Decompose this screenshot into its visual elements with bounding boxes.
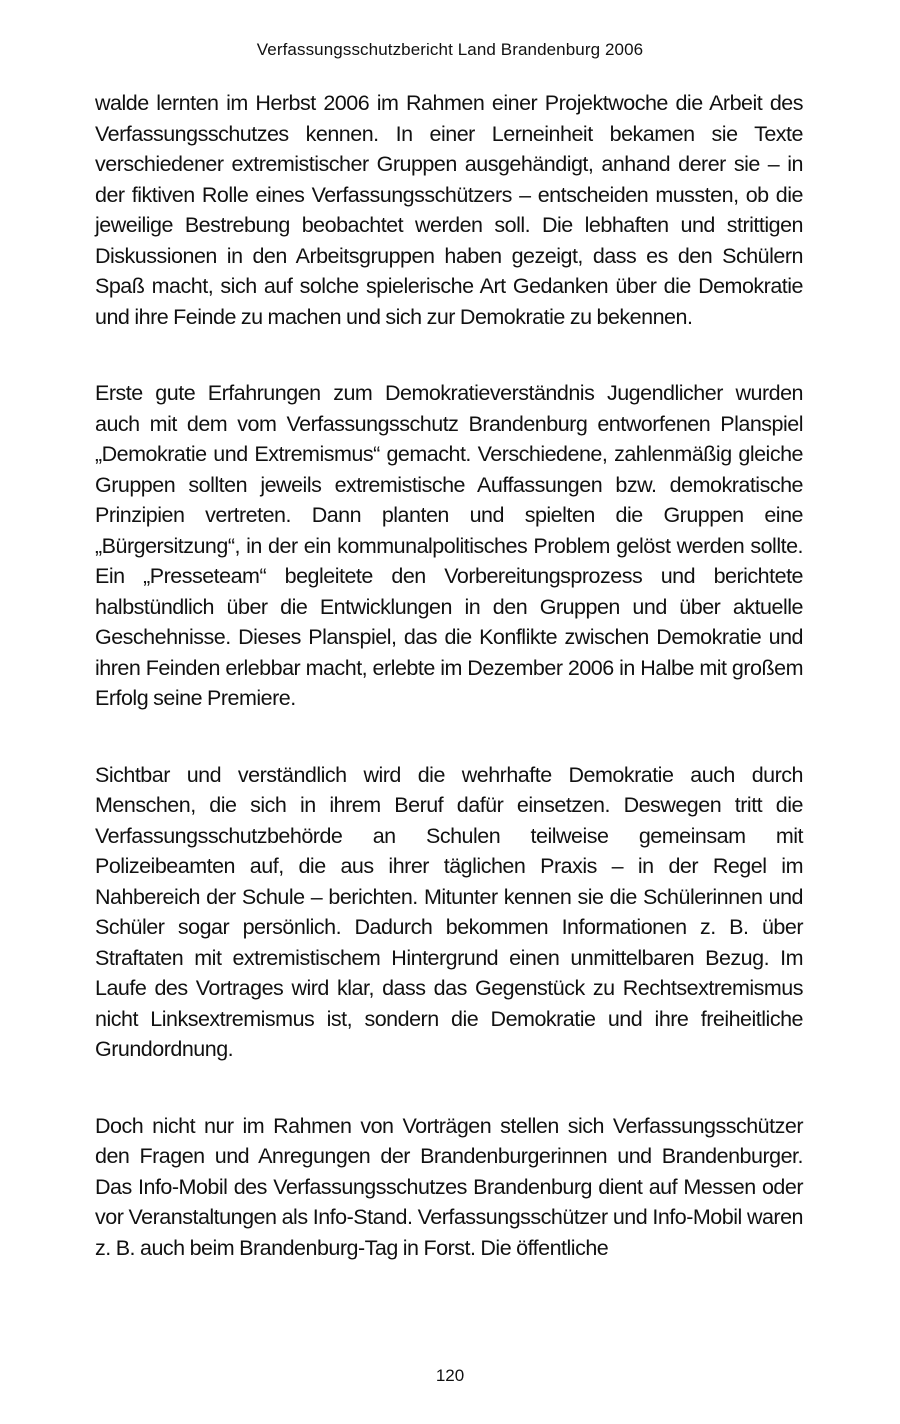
- page-number: 120: [435, 1366, 465, 1385]
- paragraph-4: Doch nicht nur im Rahmen von Vorträgen stellen sich Verfassungsschützer den Fragen und Anregungen der Brandenburgerinnen und Brandenburger. Das Info-Mobil des Verfassungsschutzes Brandenburg dient auf Messen oder vor Veranstaltungen als Info-Stand. Verfassungsschützer und Info-Mobil waren z. B. auch beim Brandenburg-Tag in Forst. Die öffentliche: [95, 1113, 803, 1260]
- paragraph-3: Sichtbar und verständlich wird die wehrhafte Demokratie auch durch Menschen, die sich in ihrem Beruf dafür einsetzen. Deswegen tritt die Verfassungsschutzbehörde an Schulen teilweise gemeinsam mit Polizeibeamten auf, die aus ihrer täglichen Praxis – in der Regel im Nahbereich der Schule – berichten. Mitunter kennen sie die Schülerinnen und Schüler sogar persönlich. Dadurch bekommen Informationen z. B. über Straftaten mit extremistischem Hintergrund einen unmittelbaren Bezug. Im Laufe des Vortrages wird klar, dass das Gegenstück zu Rechtsextremismus nicht Linksextremismus ist, sondern die Demokratie und ihre freiheitliche Grundordnung.: [95, 762, 803, 1061]
- body-text: [95, 88, 803, 1263]
- running-header: Verfassungsschutzbericht Land Brandenburg 2006: [256, 40, 644, 59]
- paragraph-1: walde lernten im Herbst 2006 im Rahmen einer Projektwoche die Arbeit des Verfassungsschutzes kennen. In einer Lerneinheit bekamen sie Texte verschiedener extremistischer Gruppen ausgehändigt, anhand derer sie – in der fiktiven Rolle eines Verfassungsschützers – entscheiden mussten, ob die jeweilige Bestrebung beobachtet werden soll. Die lebhaften und strittigen Diskussionen in den Arbeitsgruppen haben gezeigt, dass es den Schülern Spaß macht, sich auf solche spielerische Art Gedanken über die Demokratie und ihre Feinde zu machen und sich zur Demokratie zu bekennen.: [95, 91, 803, 329]
- paragraph-2: Erste gute Erfahrungen zum Demokratieverständnis Jugendlicher wurden auch mit dem vom Verfassungsschutz Brandenburg entworfenen Planspiel „Demokratie und Extremismus“ gemacht. Verschiedene, zahlenmäßig gleiche Gruppen sollten jeweils extremistische Auffassungen bzw. demokratische Prinzipien vertreten. Dann planten und spielten die Gruppen eine „Bürgersitzung“, in der ein kommunalpolitisches Problem gelöst werden sollte. Ein „Presseteam“ begleitete den Vorbereitungsprozess und berichtete halbstündlich über die Entwicklungen in den Gruppen und über aktuelle Geschehnisse. Dieses Planspiel, das die Konflikte zwischen Demokratie und ihren Feinden erlebbar macht, erlebte im Dezember 2006 in Halbe mit großem Erfolg seine Premiere.: [95, 381, 803, 710]
